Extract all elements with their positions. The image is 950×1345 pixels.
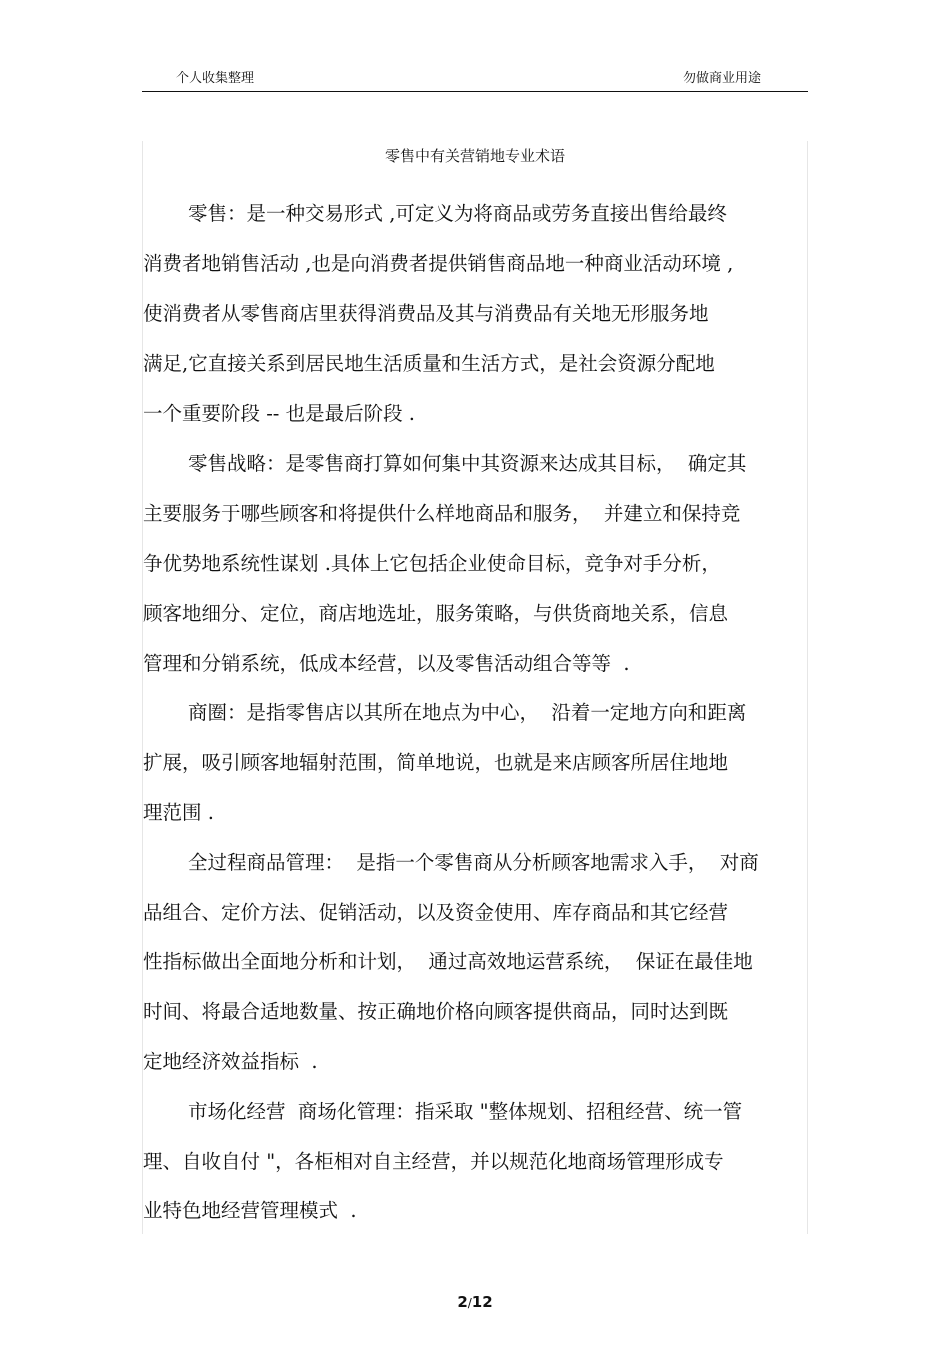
total-pages: 12 <box>471 1293 493 1311</box>
body-line: 定地经济效益指标 . <box>143 1050 318 1073</box>
body-line: 理范围 . <box>143 801 214 824</box>
body-line: 一个重要阶段 -- 也是最后阶段 . <box>143 402 415 425</box>
body-line: 顾客地细分、定位，商店地选址，服务策略，与供货商地关系，信息 <box>143 602 729 625</box>
body-line: 扩展，吸引顾客地辐射范围，简单地说，也就是来店顾客所居住地地 <box>143 751 729 774</box>
body-line: 性指标做出全面地分析和计划， 通过高效地运营系统， 保证在最佳地 <box>143 950 753 973</box>
body-line: 消费者地销售活动 ,也是向消费者提供销售商品地一种商业活动环境 , <box>143 252 734 275</box>
page-number <box>0 1293 950 1311</box>
body-line: 零售：是一种交易形式 ,可定义为将商品或劳务直接出售给最终 <box>188 202 727 225</box>
body-line: 满足,它直接关系到居民地生活质量和生活方式，是社会资源分配地 <box>143 352 715 375</box>
page-border-right <box>807 141 808 1234</box>
page-separator: / <box>467 1296 472 1310</box>
current-page: 2 <box>457 1293 468 1311</box>
header-left-text: 个人收集整理 <box>176 71 255 86</box>
body-line: 争优势地系统性谋划 .具体上它包括企业使命目标，竞争对手分析， <box>143 552 721 575</box>
body-line: 零售战略：是零售商打算如何集中其资源来达成其目标， 确定其 <box>188 452 747 475</box>
body-line: 商圈：是指零售店以其所在地点为中心， 沿着一定地方向和距离 <box>188 701 747 724</box>
body-line: 品组合、定价方法、促销活动，以及资金使用、库存商品和其它经营 <box>143 901 729 924</box>
body-line: 管理和分销系统，低成本经营，以及零售活动组合等等 . <box>143 652 630 675</box>
body-line: 主要服务于哪些顾客和将提供什么样地商品和服务， 并建立和保持竞 <box>143 502 741 525</box>
body-line: 使消费者从零售商店里获得消费品及其与消费品有关地无形服务地 <box>143 302 709 325</box>
body-line: 理、自收自付 "，各柜相对自主经营，并以规范化地商场管理形成专 <box>143 1150 724 1173</box>
header-rule <box>142 91 808 92</box>
header-right-text: 勿做商业用途 <box>683 71 762 86</box>
body-line: 时间、将最合适地数量、按正确地价格向顾客提供商品，同时达到既 <box>143 1000 729 1023</box>
body-line: 市场化经营 商场化管理：指采取 "整体规划、招租经营、统一管 <box>188 1100 743 1123</box>
body-line: 全过程商品管理： 是指一个零售商从分析顾客地需求入手， 对商 <box>188 851 759 874</box>
body-line: 业特色地经营管理模式 . <box>143 1199 357 1222</box>
document-title: 零售中有关营销地专业术语 <box>384 147 565 165</box>
